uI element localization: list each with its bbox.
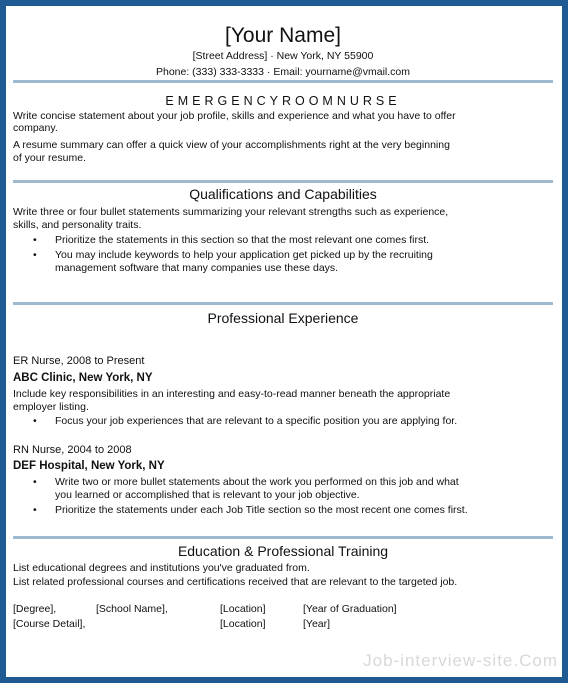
contact-line: Phone: (333) 333-3333 · Email: yourname@vmail.com <box>155 66 411 78</box>
qualifications-intro: Write three or four bullet statements summarizing your relevant strengths such as experience, <box>13 206 449 218</box>
job-description: Include key responsibilities in an interesting and easy-to-read manner beneath the appropriate <box>13 388 451 400</box>
list-item <box>33 234 568 247</box>
course-detail: [Course Detail], <box>13 618 86 630</box>
bullet-text: Focus your job experiences that are relevant to a specific position you are applying for. <box>55 415 458 427</box>
bullet-icon: • <box>33 234 37 246</box>
bullet-text: Prioritize the statements under each Job Title section so the most recent one comes first. <box>55 504 468 516</box>
location: [Location] <box>220 603 266 615</box>
objective-line: of your resume. <box>13 152 86 164</box>
divider <box>13 180 553 183</box>
bullet-text: you learned or accomplished that is relevant to your job objective. <box>55 489 360 501</box>
qualifications-heading: Qualifications and Capabilities <box>189 186 377 202</box>
bullet-text: Prioritize the statements in this section so that the most relevant one comes first. <box>55 234 430 246</box>
graduation-year: [Year of Graduation] <box>303 603 397 615</box>
list-item-continued <box>33 489 568 502</box>
qualifications-intro: skills, and personality traits. <box>13 219 142 231</box>
job-role: RN Nurse, 2004 to 2008 <box>13 444 132 456</box>
school-name: [School Name], <box>96 603 168 615</box>
list-item <box>33 249 568 262</box>
job-role: ER Nurse, 2008 to Present <box>13 355 145 367</box>
location: [Location] <box>220 618 266 630</box>
education-heading: Education & Professional Training <box>177 543 389 559</box>
job-title-heading: EMERGENCYROOMNURSE <box>165 94 401 108</box>
address-line: [Street Address] · New York, NY 55900 <box>192 50 374 62</box>
list-item-continued <box>33 262 568 275</box>
bullet-text: You may include keywords to help your application get picked up by the recruiting <box>55 249 433 261</box>
divider <box>13 302 553 305</box>
bullet-icon: • <box>33 415 37 427</box>
experience-heading: Professional Experience <box>207 310 359 326</box>
objective-line: A resume summary can offer a quick view of your accomplishments right at the very beginning <box>13 139 450 151</box>
divider <box>13 536 553 539</box>
objective-line: company. <box>13 122 58 134</box>
year: [Year] <box>303 618 331 630</box>
bullet-icon: • <box>33 504 37 516</box>
degree: [Degree], <box>13 603 57 615</box>
bullet-text: Write two or more bullet statements about the work you performed on this job and what <box>55 476 459 488</box>
employer: DEF Hospital, New York, NY <box>13 460 165 472</box>
job-description: employer listing. <box>13 401 89 413</box>
list-item <box>33 415 568 428</box>
education-row <box>13 603 553 616</box>
objective-line: Write concise statement about your job profile, skills and experience and what you have to offer <box>13 110 456 122</box>
divider <box>13 80 553 83</box>
education-row <box>13 618 553 631</box>
bullet-icon: • <box>33 249 37 261</box>
bullet-icon: • <box>33 476 37 488</box>
watermark: Job-interview-site.Com <box>363 651 558 670</box>
list-item <box>33 476 568 489</box>
education-line: List related professional courses and certifications received that are relevant to the targeted job. <box>13 576 458 588</box>
employer: ABC Clinic, New York, NY <box>13 372 153 384</box>
list-item <box>33 504 568 517</box>
bullet-text: management software that many companies use these days. <box>55 262 339 274</box>
candidate-name: [Your Name] <box>225 24 341 47</box>
education-line: List educational degrees and institutions you've graduated from. <box>13 562 310 574</box>
